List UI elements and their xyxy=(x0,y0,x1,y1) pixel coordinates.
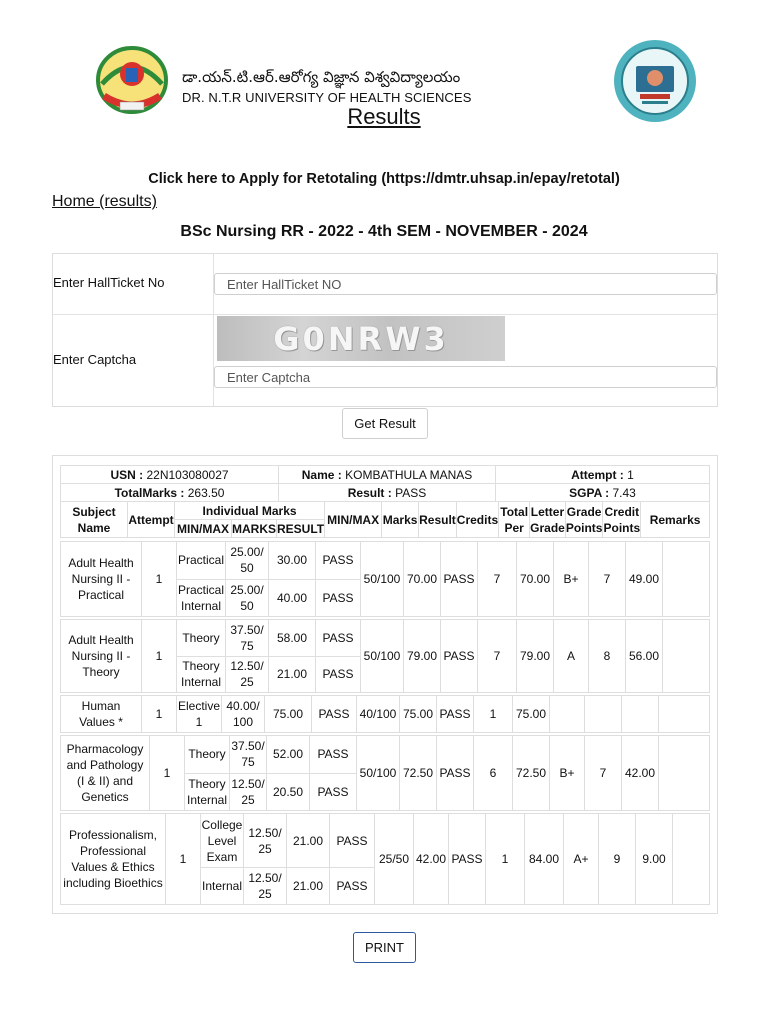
name-value: KOMBATHULA MANAS xyxy=(345,467,473,482)
subject-letter-grade: A+ xyxy=(564,814,599,905)
usn-cell xyxy=(61,466,279,484)
subject-credit-points: 49.00 xyxy=(626,542,663,617)
sgpa-label: SGPA : xyxy=(569,485,610,500)
subject-remarks xyxy=(659,736,710,811)
subject-marks: 70.00 xyxy=(404,542,441,617)
subject-marks: 79.00 xyxy=(404,620,441,693)
subject-grade-points xyxy=(585,696,622,733)
subject-credit-points: 56.00 xyxy=(626,620,663,693)
attempt-label: Attempt : xyxy=(571,467,624,482)
part-result: PASS xyxy=(330,814,375,868)
subject-grade-points: 7 xyxy=(585,736,622,811)
part-minmax: 12.50/ 25 xyxy=(230,773,267,811)
subject-credits: 7 xyxy=(478,620,517,693)
part-marks: 52.00 xyxy=(267,736,310,774)
subject-credits: 6 xyxy=(474,736,513,811)
part-type: Theory xyxy=(185,736,230,774)
part-marks: 40.00 xyxy=(269,579,316,617)
subject-total-per: 70.00 xyxy=(517,542,554,617)
subject-remarks xyxy=(663,620,710,693)
usn-value: 22N103080027 xyxy=(146,467,229,482)
subject-marks: 75.00 xyxy=(400,696,437,733)
subject-row xyxy=(60,541,710,617)
result-value: PASS xyxy=(395,485,427,500)
subject-credit-points: 9.00 xyxy=(636,814,673,905)
col-ind-marks: MARKS xyxy=(232,521,276,536)
total-cell xyxy=(61,484,279,502)
part-type: Theory Internal xyxy=(185,773,230,811)
subject-credits: 1 xyxy=(486,814,525,905)
subject-remarks xyxy=(673,814,710,905)
part-type: Theory Internal xyxy=(177,656,226,693)
part-type: Internal xyxy=(201,868,244,905)
part-type: Practical xyxy=(177,542,226,580)
col-credits: Credits xyxy=(456,502,498,538)
part-marks: 21.00 xyxy=(287,814,330,868)
col-individual: Individual Marks xyxy=(175,502,325,520)
col-marks: Marks xyxy=(382,502,419,538)
subject-remarks xyxy=(663,542,710,617)
result-cell xyxy=(279,484,496,502)
part-result: PASS xyxy=(316,579,361,617)
name-label: Name : xyxy=(301,467,342,482)
attempt-value: 1 xyxy=(627,467,634,482)
subject-minmax: 50/100 xyxy=(361,620,404,693)
subject-row xyxy=(60,735,710,811)
captcha-input[interactable] xyxy=(214,366,717,388)
part-marks: 20.50 xyxy=(267,773,310,811)
subject-minmax: 25/50 xyxy=(375,814,414,905)
subject-minmax: 50/100 xyxy=(361,542,404,617)
part-result: PASS xyxy=(310,773,357,811)
part-minmax: 25.00/ 50 xyxy=(226,542,269,580)
get-result-button[interactable]: Get Result xyxy=(342,408,428,439)
part-minmax: 12.50/ 25 xyxy=(226,656,269,693)
part-type: Theory xyxy=(177,620,226,657)
part-result: PASS xyxy=(310,736,357,774)
col-total-per: Total Per xyxy=(499,502,530,538)
part-result: PASS xyxy=(316,542,361,580)
hallticket-input[interactable] xyxy=(214,273,717,295)
part-marks: 21.00 xyxy=(269,656,316,693)
subject-row xyxy=(60,695,710,733)
subject-credit-points: 42.00 xyxy=(622,736,659,811)
subject-row xyxy=(60,619,710,693)
col-attempt: Attempt xyxy=(128,502,175,538)
exam-title: BSc Nursing RR - 2022 - 4th SEM - NOVEMBER - 2024 xyxy=(180,223,588,240)
form-divider xyxy=(53,314,717,315)
col-grade-points: Grade Points xyxy=(565,502,603,538)
subject-marks: 72.50 xyxy=(400,736,437,811)
total-label: TotalMarks : xyxy=(114,485,185,500)
subject-credit-points xyxy=(622,696,659,733)
subject-name: Professionalism, Professional Values & Ethics including Bioethics xyxy=(61,814,166,905)
part-minmax: 37.50/ 75 xyxy=(230,736,267,774)
subject-attempt: 1 xyxy=(142,542,177,617)
subject-letter-grade xyxy=(550,696,585,733)
subject-letter-grade: B+ xyxy=(550,736,585,811)
subject-total-per: 72.50 xyxy=(513,736,550,811)
print-button[interactable]: PRINT xyxy=(353,932,416,963)
subject-attempt: 1 xyxy=(150,736,185,811)
part-minmax: 25.00/ 50 xyxy=(226,579,269,617)
part-result: PASS xyxy=(316,620,361,657)
part-minmax: 37.50/ 75 xyxy=(226,620,269,657)
university-name-telugu: డా.యన్.టి.ఆర్.ఆరోగ్య విజ్ఞాన విశ్వవిద్యాలయం xyxy=(182,68,461,86)
subject-credits: 1 xyxy=(474,696,513,733)
subject-letter-grade: A xyxy=(554,620,589,693)
marks-header xyxy=(60,501,710,538)
university-name-english: DR. N.T.R UNIVERSITY OF HEALTH SCIENCES xyxy=(182,90,472,105)
subject-grade-points: 8 xyxy=(589,620,626,693)
col-credit-points: Credit Points xyxy=(603,502,641,538)
part-minmax: 12.50/ 25 xyxy=(244,868,287,905)
part-result: PASS xyxy=(316,656,361,693)
subject-result: PASS xyxy=(441,620,478,693)
subject-name: Human Values * xyxy=(61,696,142,733)
part-minmax: 40.00/ 100 xyxy=(222,696,265,733)
sgpa-cell xyxy=(496,484,710,502)
subject-row xyxy=(60,813,710,905)
subject-minmax: 40/100 xyxy=(357,696,400,733)
subject-letter-grade: B+ xyxy=(554,542,589,617)
subject-total-per: 75.00 xyxy=(513,696,550,733)
part-minmax: 12.50/ 25 xyxy=(244,814,287,868)
subject-name: Pharmacology and Pathology (I & II) and Genetics xyxy=(61,736,150,811)
part-type: Elective 1 xyxy=(177,696,222,733)
home-results-link[interactable]: Home (results) xyxy=(52,193,157,210)
subject-name: Adult Health Nursing II - Theory xyxy=(61,620,142,693)
hallticket-label: Enter HallTicket No xyxy=(53,275,165,290)
part-result: PASS xyxy=(330,868,375,905)
subject-attempt: 1 xyxy=(142,696,177,733)
col-letter-grade: Letter Grade xyxy=(530,502,566,538)
result-label: Result : xyxy=(347,485,392,500)
subject-credits: 7 xyxy=(478,542,517,617)
subject-grade-points: 7 xyxy=(589,542,626,617)
subject-result: PASS xyxy=(441,542,478,617)
subject-result: PASS xyxy=(449,814,486,905)
total-value: 263.50 xyxy=(187,485,225,500)
subject-attempt: 1 xyxy=(142,620,177,693)
subject-result: PASS xyxy=(437,736,474,811)
name-cell xyxy=(279,466,496,484)
subject-total-per: 79.00 xyxy=(517,620,554,693)
subject-grade-points: 9 xyxy=(599,814,636,905)
subject-minmax: 50/100 xyxy=(357,736,400,811)
part-marks: 75.00 xyxy=(265,696,312,733)
subject-marks: 42.00 xyxy=(414,814,449,905)
subject-total-per: 84.00 xyxy=(525,814,564,905)
part-type: Practical Internal xyxy=(177,579,226,617)
col-remarks: Remarks xyxy=(641,502,710,538)
subject-result: PASS xyxy=(437,696,474,733)
part-type: College Level Exam xyxy=(201,814,244,868)
part-marks: 58.00 xyxy=(269,620,316,657)
part-result: PASS xyxy=(312,696,357,733)
col-minmax: MIN/MAX xyxy=(325,502,382,538)
part-marks: 30.00 xyxy=(269,542,316,580)
usn-label: USN : xyxy=(110,467,144,482)
subject-remarks xyxy=(659,696,710,733)
subject-attempt: 1 xyxy=(166,814,201,905)
col-ind-minmax: MIN/MAX xyxy=(175,520,232,538)
part-marks: 21.00 xyxy=(287,868,330,905)
subject-name: Adult Health Nursing II - Practical xyxy=(61,542,142,617)
page-title: Results xyxy=(347,104,421,129)
sgpa-value: 7.43 xyxy=(612,485,636,500)
retotal-link[interactable]: Click here to Apply for Retotaling (https://dmtr.uhsap.in/epay/retotal) xyxy=(148,171,620,187)
student-info xyxy=(60,465,710,502)
attempt-cell xyxy=(496,466,710,484)
captcha-image: G0NRW3 xyxy=(217,316,505,361)
captcha-label: Enter Captcha xyxy=(53,352,137,367)
col-subject: Subject Name xyxy=(61,502,128,538)
search-form xyxy=(52,253,718,407)
col-result: Result xyxy=(419,502,457,538)
col-ind-result: RESULT xyxy=(277,521,325,536)
